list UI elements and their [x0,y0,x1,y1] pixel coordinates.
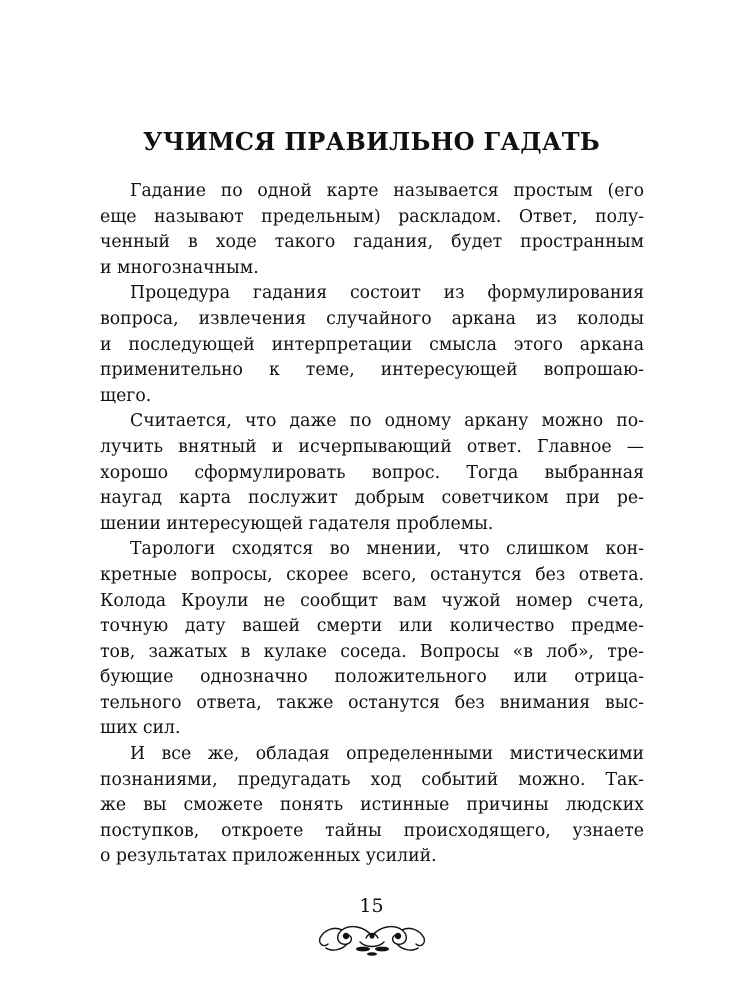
text-line: поступков, откроете тайны происходящего, узнаете [100,820,644,841]
body-text [100,179,644,870]
text-line: вопроса, извлечения случайного аркана из колоды [100,308,644,329]
text-line: Гадание по одной карте называется простым (его [130,181,644,201]
text-line: кретные вопросы, скорее всего, останутся без ответа. [100,564,644,585]
text-line: наугад карта послужит добрым советчиком при ре- [100,488,644,509]
text-line: еще называют предельным) раскладом. Ответ, полу- [100,206,644,227]
text-line: И все же, обладая определенными мистическими [130,744,644,765]
decorative-swirl-icon [316,918,428,958]
text-line: бующие однозначно положительного или отрица- [100,667,644,688]
text-line: и последующей интерпретации смысла этого аркана [100,334,644,355]
text-line: щего. [100,385,152,406]
text-line: же вы сможете понять истинные причины людских [100,795,644,816]
text-line: лучить внятный и исчерпывающий ответ. Главное — [100,436,644,457]
text-line: Тарологи сходятся во мнении, что слишком кон- [130,539,644,560]
chapter-title: УЧИМСЯ ПРАВИЛЬНО ГАДАТЬ [142,127,600,156]
text-line: тельного ответа, также останутся без внимания выс- [100,692,644,713]
text-line: о результатах приложенных усилий. [100,846,437,867]
text-line: тов, зажатых в кулаке соседа. Вопросы «в лоб», тре- [100,641,644,662]
text-line: Процедура гадания состоит из формулирования [130,283,644,304]
text-line: шении интересующей гадателя проблемы. [100,513,494,534]
text-line: точную дату вашей смерти или количество предме- [100,616,644,637]
text-line: ших сил. [100,718,181,739]
text-line: применительно к теме, интересующей вопрошаю- [100,360,644,381]
text-line: и многозначным. [100,257,259,278]
page-number: 15 [359,895,384,917]
text-line: познаниями, предугадать ход событий можно. Так- [100,769,644,790]
text-line: Считается, что даже по одному аркану можно по- [130,411,644,432]
text-line: хорошо сформулировать вопрос. Тогда выбранная [100,462,644,483]
text-line: Колода Кроули не сообщит вам чужой номер счета, [100,590,644,611]
text-line: ченный в ходе такого гадания, будет пространным [100,232,644,253]
